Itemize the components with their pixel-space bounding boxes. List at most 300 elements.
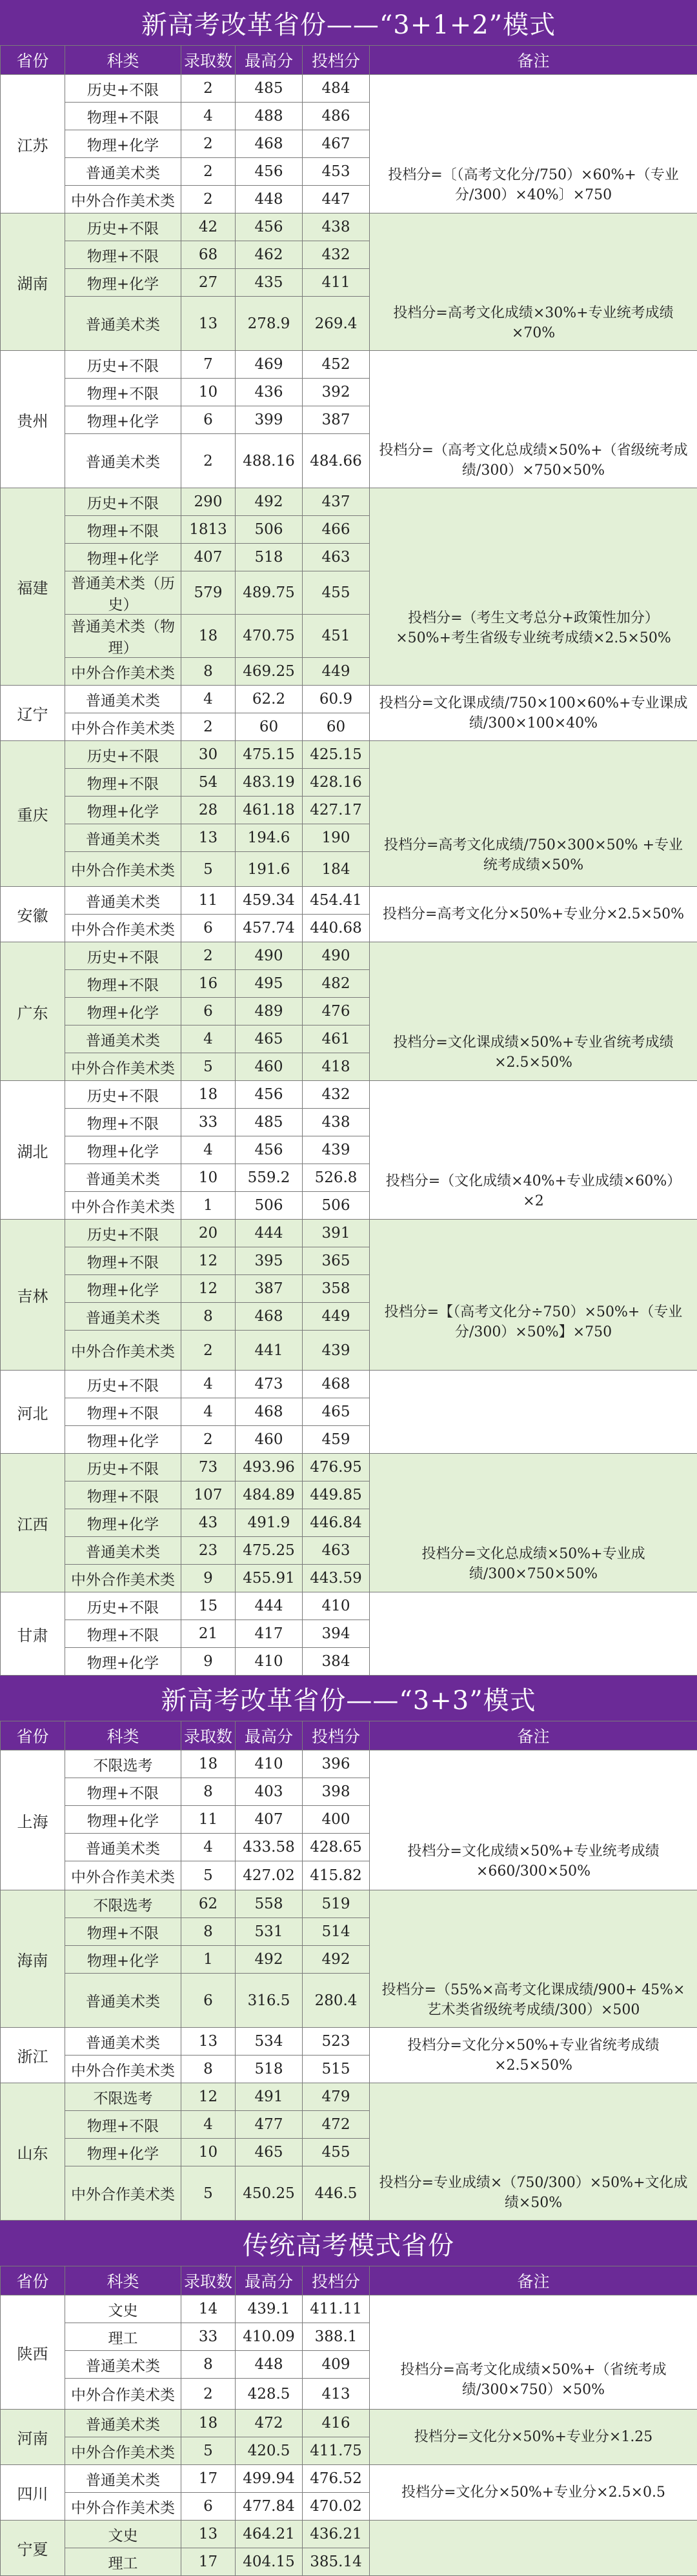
province-cell: 山东 [1, 2083, 65, 2221]
admitted-count-cell: 1 [181, 1192, 236, 1220]
note-cell: 投档分=文化课成绩×50%+专业省统考成绩×2.5×50% [370, 1025, 697, 1081]
max-score-cell: 444 [236, 1220, 303, 1247]
category-cell: 理工 [65, 2548, 181, 2576]
note-cell-empty [370, 942, 697, 1025]
admitted-count-cell: 12 [181, 1247, 236, 1275]
admitted-count-cell: 1813 [181, 516, 236, 544]
table-row [1, 1974, 697, 2028]
cutoff-score-cell: 391 [303, 1220, 370, 1247]
note-cell: 投档分=（高考文化总成绩×50%+（省级统考成绩/300）×750×50% [370, 434, 697, 488]
cutoff-score-cell: 447 [303, 186, 370, 213]
admitted-count-cell: 10 [181, 1164, 236, 1192]
admitted-count-cell: 4 [181, 2111, 236, 2139]
cutoff-score-cell: 438 [303, 1109, 370, 1136]
province-cell: 湖南 [1, 213, 65, 351]
max-score-cell: 316.5 [236, 1974, 303, 2028]
note-cell-empty [370, 2083, 697, 2166]
table-row [1, 2521, 697, 2548]
max-score-cell: 456 [236, 1136, 303, 1164]
cutoff-score-cell: 439 [303, 1136, 370, 1164]
note-cell: 投档分=专业成绩×（750/300）×50%+文化成绩×50% [370, 2166, 697, 2221]
admitted-count-cell: 5 [181, 1053, 236, 1081]
category-cell: 文史 [65, 2521, 181, 2548]
category-cell: 普通美术类 [65, 2410, 181, 2437]
category-cell: 历史+不限 [65, 1592, 181, 1620]
admitted-count-cell: 11 [181, 887, 236, 915]
cutoff-score-cell: 411.11 [303, 2295, 370, 2323]
table-row [1, 1371, 697, 1398]
admitted-count-cell: 4 [181, 103, 236, 130]
column-header: 录取数 [181, 1721, 236, 1750]
table-row [1, 2465, 697, 2493]
table-header-row [1, 2266, 697, 2295]
category-cell: 物理+化学 [65, 1426, 181, 1454]
province-cell: 甘肃 [1, 1592, 65, 1676]
table-row [1, 2028, 697, 2056]
category-cell: 物理+化学 [65, 2139, 181, 2166]
cutoff-score-cell: 451 [303, 615, 370, 658]
max-score-cell: 473 [236, 1371, 303, 1398]
note-cell: 投档分=文化分×50%+专业分×2.5×0.5 [370, 2465, 697, 2521]
cutoff-score-cell: 358 [303, 1275, 370, 1303]
category-cell: 理工 [65, 2323, 181, 2351]
max-score-cell: 483.19 [236, 769, 303, 797]
max-score-cell: 468 [236, 130, 303, 158]
column-header: 科类 [65, 46, 181, 75]
category-cell: 普通美术类 [65, 824, 181, 852]
category-cell: 普通美术类 [65, 2351, 181, 2379]
category-cell: 中外合作美术类 [65, 2437, 181, 2465]
cutoff-score-cell: 392 [303, 379, 370, 406]
admitted-count-cell: 4 [181, 686, 236, 713]
category-cell: 中外合作美术类 [65, 915, 181, 942]
category-cell: 历史+不限 [65, 351, 181, 379]
admitted-count-cell: 12 [181, 1275, 236, 1303]
admitted-count-cell: 16 [181, 970, 236, 998]
admitted-count-cell: 2 [181, 2379, 236, 2410]
note-cell: 投档分=文化总成绩×50%+专业成绩/300×750×50% [370, 1537, 697, 1592]
table-row [1, 351, 697, 379]
category-cell: 中外合作美术类 [65, 1331, 181, 1371]
max-score-cell: 492 [236, 488, 303, 516]
cutoff-score-cell: 454.41 [303, 887, 370, 915]
category-cell: 不限选考 [65, 1750, 181, 1778]
admitted-count-cell: 9 [181, 1565, 236, 1592]
category-cell: 物理+化学 [65, 1806, 181, 1834]
note-cell: 投档分=高考文化分×50%+专业分×2.5×50% [370, 887, 697, 942]
table-row [1, 942, 697, 970]
cutoff-score-cell: 466 [303, 516, 370, 544]
cutoff-score-cell: 438 [303, 213, 370, 241]
scores-table [0, 45, 697, 1676]
admitted-count-cell: 6 [181, 915, 236, 942]
table-row [1, 824, 697, 852]
cutoff-score-cell: 446.5 [303, 2166, 370, 2221]
province-cell: 上海 [1, 1750, 65, 1890]
cutoff-score-cell: 428.16 [303, 769, 370, 797]
note-cell-empty [370, 1592, 697, 1676]
category-cell: 普通美术类 [65, 1974, 181, 2028]
table-row [1, 887, 697, 915]
category-cell: 物理+化学 [65, 406, 181, 434]
max-score-cell: 460 [236, 1053, 303, 1081]
admitted-count-cell: 6 [181, 406, 236, 434]
table-row [1, 1834, 697, 1861]
max-score-cell: 531 [236, 1918, 303, 1946]
max-score-cell: 518 [236, 2056, 303, 2083]
max-score-cell: 492 [236, 1946, 303, 1974]
max-score-cell: 417 [236, 1620, 303, 1648]
note-cell: 投档分=文化课成绩/750×100×60%+专业课成绩/300×100×40% [370, 686, 697, 741]
province-cell: 辽宁 [1, 686, 65, 741]
column-header: 省份 [1, 2266, 65, 2295]
column-header: 备注 [370, 1721, 697, 1750]
category-cell: 中外合作美术类 [65, 852, 181, 887]
cutoff-score-cell: 190 [303, 824, 370, 852]
cutoff-score-cell: 388.1 [303, 2323, 370, 2351]
max-score-cell: 194.6 [236, 824, 303, 852]
max-score-cell: 461.18 [236, 797, 303, 824]
cutoff-score-cell: 365 [303, 1247, 370, 1275]
max-score-cell: 444 [236, 1592, 303, 1620]
cutoff-score-cell: 490 [303, 942, 370, 970]
max-score-cell: 468 [236, 1398, 303, 1426]
cutoff-score-cell: 427.17 [303, 797, 370, 824]
max-score-cell: 489 [236, 998, 303, 1025]
cutoff-score-cell: 468 [303, 1371, 370, 1398]
province-cell: 江苏 [1, 75, 65, 213]
cutoff-score-cell: 425.15 [303, 741, 370, 769]
admitted-count-cell: 2 [181, 75, 236, 103]
category-cell: 物理+不限 [65, 769, 181, 797]
table-row [1, 571, 697, 615]
category-cell: 物理+化学 [65, 130, 181, 158]
category-cell: 中外合作美术类 [65, 1192, 181, 1220]
section-title: 新高考改革省份——“3+3”模式 [0, 1676, 697, 1721]
max-score-cell: 485 [236, 75, 303, 103]
max-score-cell: 456 [236, 158, 303, 186]
admitted-count-cell: 8 [181, 1303, 236, 1331]
max-score-cell: 387 [236, 1275, 303, 1303]
cutoff-score-cell: 482 [303, 970, 370, 998]
admitted-count-cell: 54 [181, 769, 236, 797]
note-cell: 投档分=文化分×50%+专业省统考成绩×2.5×50% [370, 2028, 697, 2083]
cutoff-score-cell: 269.4 [303, 297, 370, 351]
cutoff-score-cell: 443.59 [303, 1565, 370, 1592]
max-score-cell: 448 [236, 2351, 303, 2379]
category-cell: 历史+不限 [65, 741, 181, 769]
note-cell-empty [370, 488, 697, 571]
column-header: 投档分 [303, 1721, 370, 1750]
table-row [1, 2295, 697, 2323]
scores-table [0, 2266, 697, 2576]
admitted-count-cell: 4 [181, 1398, 236, 1426]
cutoff-score-cell: 484.66 [303, 434, 370, 488]
admitted-count-cell: 18 [181, 1081, 236, 1109]
max-score-cell: 395 [236, 1247, 303, 1275]
admitted-count-cell: 6 [181, 1974, 236, 2028]
table-row [1, 1592, 697, 1620]
cutoff-score-cell: 452 [303, 351, 370, 379]
category-cell: 普通美术类 [65, 1303, 181, 1331]
max-score-cell: 468 [236, 1303, 303, 1331]
table-row [1, 2351, 697, 2379]
category-cell: 普通美术类 [65, 1025, 181, 1053]
note-cell-empty [370, 351, 697, 434]
note-cell-empty [370, 1220, 697, 1275]
max-score-cell: 469.25 [236, 658, 303, 686]
admitted-count-cell: 21 [181, 1620, 236, 1648]
admitted-count-cell: 30 [181, 741, 236, 769]
admitted-count-cell: 14 [181, 2295, 236, 2323]
category-cell: 物理+化学 [65, 544, 181, 571]
column-header: 录取数 [181, 2266, 236, 2295]
cutoff-score-cell: 449.85 [303, 1481, 370, 1509]
admitted-count-cell: 11 [181, 1806, 236, 1834]
admitted-count-cell: 579 [181, 571, 236, 615]
province-cell: 广东 [1, 942, 65, 1081]
cutoff-score-cell: 411.75 [303, 2437, 370, 2465]
category-cell: 物理+不限 [65, 1481, 181, 1509]
cutoff-score-cell: 439 [303, 1331, 370, 1371]
max-score-cell: 404.15 [236, 2548, 303, 2576]
category-cell: 历史+不限 [65, 488, 181, 516]
table-row [1, 2083, 697, 2111]
max-score-cell: 457.74 [236, 915, 303, 942]
admitted-count-cell: 4 [181, 1834, 236, 1861]
cutoff-score-cell: 394 [303, 1620, 370, 1648]
admitted-count-cell: 73 [181, 1454, 236, 1481]
category-cell: 普通美术类 [65, 686, 181, 713]
cutoff-score-cell: 440.68 [303, 915, 370, 942]
cutoff-score-cell: 476.95 [303, 1454, 370, 1481]
admitted-count-cell: 6 [181, 2493, 236, 2521]
max-score-cell: 491.9 [236, 1509, 303, 1537]
category-cell: 历史+不限 [65, 1454, 181, 1481]
category-cell: 普通美术类 [65, 2465, 181, 2493]
admitted-count-cell: 8 [181, 1918, 236, 1946]
cutoff-score-cell: 476.52 [303, 2465, 370, 2493]
column-header: 最高分 [236, 46, 303, 75]
cutoff-score-cell: 455 [303, 571, 370, 615]
admitted-count-cell: 7 [181, 351, 236, 379]
max-score-cell: 410 [236, 1750, 303, 1778]
cutoff-score-cell: 418 [303, 1053, 370, 1081]
table-row [1, 158, 697, 186]
max-score-cell: 470.75 [236, 615, 303, 658]
note-cell: 投档分=（考生文考总分+政策性加分）×50%+考生省级专业统考成绩×2.5×50% [370, 571, 697, 686]
max-score-cell: 435 [236, 269, 303, 297]
max-score-cell: 493.96 [236, 1454, 303, 1481]
table-row [1, 1275, 697, 1303]
cutoff-score-cell: 515 [303, 2056, 370, 2083]
category-cell: 普通美术类 [65, 1834, 181, 1861]
max-score-cell: 427.02 [236, 1861, 303, 1890]
admitted-count-cell: 15 [181, 1592, 236, 1620]
province-cell: 宁夏 [1, 2521, 65, 2576]
admitted-count-cell: 4 [181, 1136, 236, 1164]
admitted-count-cell: 17 [181, 2465, 236, 2493]
admitted-count-cell: 8 [181, 1778, 236, 1806]
max-score-cell: 450.25 [236, 2166, 303, 2221]
max-score-cell: 456 [236, 213, 303, 241]
admitted-count-cell: 8 [181, 2351, 236, 2379]
category-cell: 物理+不限 [65, 1109, 181, 1136]
max-score-cell: 448 [236, 186, 303, 213]
admitted-count-cell: 2 [181, 158, 236, 186]
cutoff-score-cell: 463 [303, 544, 370, 571]
category-cell: 历史+不限 [65, 75, 181, 103]
max-score-cell: 534 [236, 2028, 303, 2056]
admitted-count-cell: 68 [181, 241, 236, 269]
column-header: 录取数 [181, 46, 236, 75]
admitted-count-cell: 2 [181, 942, 236, 970]
admitted-count-cell: 13 [181, 2521, 236, 2548]
category-cell: 物理+不限 [65, 1918, 181, 1946]
category-cell: 物理+不限 [65, 516, 181, 544]
note-cell: 投档分=（文化成绩×40%+专业成绩×60%）×2 [370, 1164, 697, 1220]
column-header: 备注 [370, 2266, 697, 2295]
max-score-cell: 456 [236, 1081, 303, 1109]
max-score-cell: 490 [236, 942, 303, 970]
admitted-count-cell: 2 [181, 434, 236, 488]
table-header-row [1, 46, 697, 75]
table-row [1, 1164, 697, 1192]
cutoff-score-cell: 60.9 [303, 686, 370, 713]
cutoff-score-cell: 459 [303, 1426, 370, 1454]
max-score-cell: 60 [236, 713, 303, 741]
table-row [1, 741, 697, 769]
category-cell: 物理+不限 [65, 241, 181, 269]
cutoff-score-cell: 384 [303, 1648, 370, 1676]
table-row [1, 1890, 697, 1918]
cutoff-score-cell: 479 [303, 2083, 370, 2111]
cutoff-score-cell: 472 [303, 2111, 370, 2139]
max-score-cell: 475.15 [236, 741, 303, 769]
admitted-count-cell: 43 [181, 1509, 236, 1537]
category-cell: 物理+不限 [65, 970, 181, 998]
note-cell: 投档分=高考文化成绩×30%+专业统考成绩×70% [370, 297, 697, 351]
admitted-count-cell: 2 [181, 713, 236, 741]
column-header: 最高分 [236, 2266, 303, 2295]
category-cell: 普通美术类 [65, 887, 181, 915]
cutoff-score-cell: 455 [303, 2139, 370, 2166]
category-cell: 历史+不限 [65, 213, 181, 241]
column-header: 科类 [65, 2266, 181, 2295]
admitted-count-cell: 42 [181, 213, 236, 241]
province-cell: 河南 [1, 2410, 65, 2465]
note-cell-empty [370, 1454, 697, 1537]
max-score-cell: 459.34 [236, 887, 303, 915]
category-cell: 物理+化学 [65, 1648, 181, 1676]
category-cell: 物理+不限 [65, 1398, 181, 1426]
note-cell: 投档分=高考文化成绩/750×300×50% +专业统考成绩×50% [370, 824, 697, 887]
admitted-count-cell: 290 [181, 488, 236, 516]
admitted-count-cell: 2 [181, 186, 236, 213]
province-cell: 浙江 [1, 2028, 65, 2083]
column-header: 投档分 [303, 2266, 370, 2295]
admitted-count-cell: 12 [181, 2083, 236, 2111]
admitted-count-cell: 17 [181, 2548, 236, 2576]
column-header: 省份 [1, 1721, 65, 1750]
category-cell: 不限选考 [65, 2083, 181, 2111]
max-score-cell: 428.5 [236, 2379, 303, 2410]
max-score-cell: 558 [236, 1890, 303, 1918]
cutoff-score-cell: 519 [303, 1890, 370, 1918]
admitted-count-cell: 27 [181, 269, 236, 297]
category-cell: 物理+不限 [65, 1778, 181, 1806]
admitted-count-cell: 2 [181, 1331, 236, 1371]
note-cell-empty [370, 741, 697, 824]
admitted-count-cell: 13 [181, 824, 236, 852]
cutoff-score-cell: 398 [303, 1778, 370, 1806]
category-cell: 中外合作美术类 [65, 2493, 181, 2521]
category-cell: 不限选考 [65, 1890, 181, 1918]
max-score-cell: 506 [236, 1192, 303, 1220]
admitted-count-cell: 2 [181, 1426, 236, 1454]
max-score-cell: 506 [236, 516, 303, 544]
admitted-count-cell: 13 [181, 297, 236, 351]
province-cell: 海南 [1, 1890, 65, 2028]
admitted-count-cell: 23 [181, 1537, 236, 1565]
cutoff-score-cell: 437 [303, 488, 370, 516]
cutoff-score-cell: 60 [303, 713, 370, 741]
note-cell: 投档分=〔（高考文化分/750）×60%+（专业分/300）×40%〕×750 [370, 158, 697, 213]
cutoff-score-cell: 449 [303, 658, 370, 686]
table-row [1, 1750, 697, 1778]
max-score-cell: 410 [236, 1648, 303, 1676]
admitted-count-cell: 4 [181, 1025, 236, 1053]
max-score-cell: 403 [236, 1778, 303, 1806]
table-row [1, 1025, 697, 1053]
max-score-cell: 484.89 [236, 1481, 303, 1509]
cutoff-score-cell: 410 [303, 1592, 370, 1620]
cutoff-score-cell: 184 [303, 852, 370, 887]
section-title: 传统高考模式省份 [0, 2221, 697, 2266]
cutoff-score-cell: 467 [303, 130, 370, 158]
category-cell: 物理+化学 [65, 1136, 181, 1164]
admitted-count-cell: 20 [181, 1220, 236, 1247]
table-row [1, 2410, 697, 2437]
max-score-cell: 455.91 [236, 1565, 303, 1592]
cutoff-score-cell: 526.8 [303, 1164, 370, 1192]
max-score-cell: 465 [236, 1025, 303, 1053]
max-score-cell: 436 [236, 379, 303, 406]
admitted-count-cell: 9 [181, 1648, 236, 1676]
category-cell: 中外合作美术类 [65, 658, 181, 686]
max-score-cell: 475.25 [236, 1537, 303, 1565]
admitted-count-cell: 8 [181, 2056, 236, 2083]
cutoff-score-cell: 506 [303, 1192, 370, 1220]
province-cell: 福建 [1, 488, 65, 686]
max-score-cell: 485 [236, 1109, 303, 1136]
note-cell: 投档分=【（高考文化分÷750）×50%+（专业分/300）×50%】×750 [370, 1275, 697, 1371]
category-cell: 物理+化学 [65, 1509, 181, 1537]
category-cell: 历史+不限 [65, 1371, 181, 1398]
note-cell: 投档分=（55%×高考文化课成绩/900+ 45%×艺术类省级统考成绩/300）×500 [370, 1974, 697, 2028]
max-score-cell: 477.84 [236, 2493, 303, 2521]
max-score-cell: 62.2 [236, 686, 303, 713]
admitted-count-cell: 5 [181, 852, 236, 887]
category-cell: 普通美术类 [65, 434, 181, 488]
category-cell: 物理+不限 [65, 103, 181, 130]
table-header-row [1, 1721, 697, 1750]
max-score-cell: 464.21 [236, 2521, 303, 2548]
column-header: 科类 [65, 1721, 181, 1750]
cutoff-score-cell: 465 [303, 1398, 370, 1426]
column-header: 投档分 [303, 46, 370, 75]
cutoff-score-cell: 514 [303, 1918, 370, 1946]
